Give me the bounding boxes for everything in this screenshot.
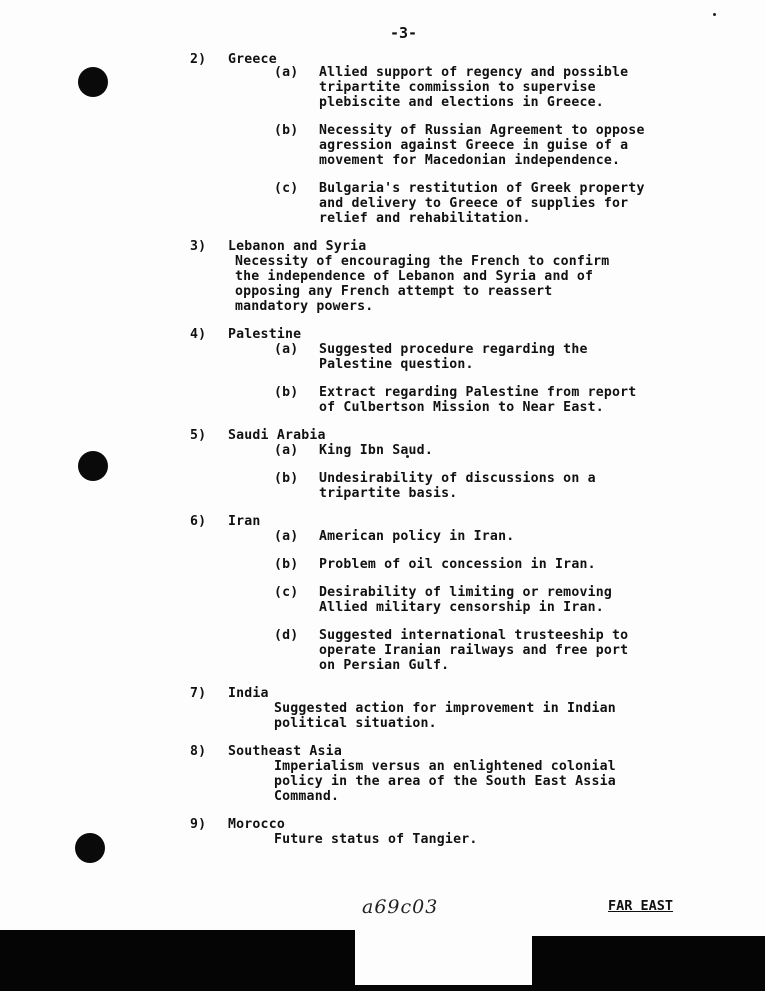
item-letter: (a): [274, 65, 299, 80]
section-lebanon-syria: [190, 239, 730, 314]
section-number: 9): [190, 817, 207, 832]
section-number: 4): [190, 327, 207, 342]
item-text: Desirability of limiting or removing Allied military censorship in Iran.: [319, 585, 613, 615]
section-title: India: [228, 686, 269, 701]
list-item: [274, 181, 730, 226]
scan-border-bottom-left: [0, 930, 355, 991]
section-number: 5): [190, 428, 207, 443]
item-text: American policy in Iran.: [319, 529, 515, 544]
section-india: [190, 686, 730, 731]
section-greece: [190, 52, 730, 226]
list-item: [274, 585, 730, 615]
list-item: [274, 529, 730, 544]
item-text: Bulgaria's restitution of Greek property and delivery to Greece of supplies for relief and rehabilitation.: [319, 181, 645, 226]
section-palestine: [190, 327, 730, 415]
item-text: Problem of oil concession in Iran.: [319, 557, 596, 572]
handwritten-annotation: a69c03: [362, 896, 439, 918]
item-text: Undesirability of discussions on a tripartite basis.: [319, 471, 596, 501]
list-item: [274, 471, 730, 501]
item-letter: (b): [274, 471, 299, 486]
section-number: 2): [190, 52, 207, 67]
footer-label: FAR EAST: [608, 898, 674, 914]
item-text: Suggested procedure regarding the Palestine question.: [319, 342, 588, 372]
section-note: Future status of Tangier.: [274, 832, 478, 847]
list-item: [274, 443, 730, 458]
section-note: Suggested action for improvement in Indian political situation.: [274, 701, 616, 731]
agenda-list: [190, 52, 730, 860]
section-note: Necessity of encouraging the French to confirm the independence of Lebanon and Syria and of opposing any French attempt to reassert mandatory powers.: [235, 254, 610, 314]
list-item: [274, 123, 730, 168]
list-item: [274, 342, 730, 372]
section-number: 3): [190, 239, 207, 254]
list-item: [274, 628, 730, 673]
item-letter: (b): [274, 557, 299, 572]
item-letter: (a): [274, 443, 299, 458]
page-number: -3-: [390, 24, 418, 42]
scan-border-bottom-strip: [355, 985, 532, 991]
item-letter: (c): [274, 585, 299, 600]
item-text: King Ibn Saud.: [319, 443, 433, 458]
section-title: Southeast Asia: [228, 744, 342, 759]
punch-hole-middle: [78, 451, 108, 481]
item-letter: (b): [274, 385, 299, 400]
section-number: 7): [190, 686, 207, 701]
item-letter: (a): [274, 342, 299, 357]
section-title: Saudi Arabia: [228, 428, 326, 443]
section-title: Lebanon and Syria: [228, 239, 367, 254]
item-letter: (b): [274, 123, 299, 138]
section-title: Iran: [228, 514, 261, 529]
item-letter: (c): [274, 181, 299, 196]
item-text: Allied support of regency and possible tripartite commission to supervise plebiscite and elections in Greece.: [319, 65, 629, 110]
list-item: [274, 557, 730, 572]
item-text: Extract regarding Palestine from report of Culbertson Mission to Near East.: [319, 385, 637, 415]
item-text: Suggested international trusteeship to operate Iranian railways and free port on Persian Gulf.: [319, 628, 629, 673]
section-morocco: [190, 817, 730, 847]
item-letter: (a): [274, 529, 299, 544]
punch-hole-bottom: [75, 833, 105, 863]
section-title: Greece: [228, 52, 277, 67]
punch-hole-top: [78, 67, 108, 97]
section-title: Morocco: [228, 817, 285, 832]
list-item: [274, 385, 730, 415]
section-number: 6): [190, 514, 207, 529]
speck: [713, 13, 716, 16]
section-number: 8): [190, 744, 207, 759]
section-southeast-asia: [190, 744, 730, 804]
list-item: [274, 65, 730, 110]
section-saudi-arabia: [190, 428, 730, 501]
section-iran: [190, 514, 730, 673]
scan-border-bottom-right: [532, 936, 765, 991]
item-letter: (d): [274, 628, 299, 643]
section-title: Palestine: [228, 327, 302, 342]
section-note: Imperialism versus an enlightened colonial policy in the area of the South East Assia Command.: [274, 759, 616, 804]
item-text: Necessity of Russian Agreement to oppose agression against Greece in guise of a movement for Macedonian independence.: [319, 123, 645, 168]
